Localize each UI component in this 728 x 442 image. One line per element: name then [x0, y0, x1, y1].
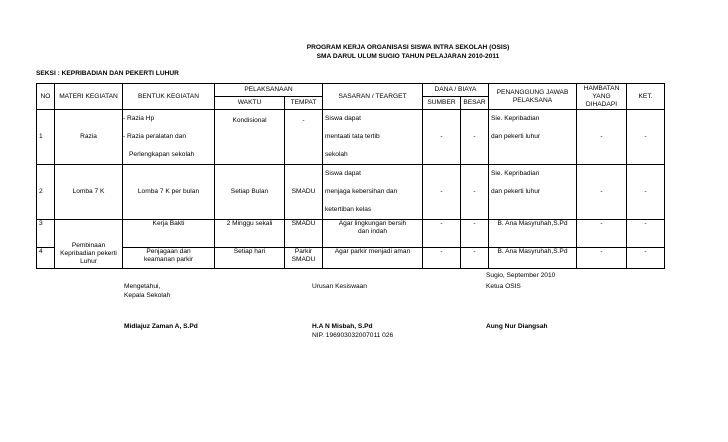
row-besar: - [461, 110, 489, 165]
place-date: Sugio, September 2010 [486, 272, 556, 279]
table-row [37, 165, 665, 220]
row-bentuk [123, 248, 215, 269]
row-besar: - [461, 248, 489, 269]
signer-right-name: Aung Nur Diangsah [486, 323, 548, 330]
signer-left-name: Midlajuz Zaman A, S.Pd [124, 323, 198, 330]
doc-title-line2: SMA DARUL ULUM SUGIO TAHUN PELAJARAN 2010-2011 [316, 53, 500, 60]
materi-line: Pembinaan [71, 242, 106, 249]
signer-left-role1: Mengetahui, [124, 283, 161, 290]
header-no: NO [37, 84, 55, 110]
header-pelaksanaan: PELAKSANAAN [215, 84, 323, 97]
sasaran-line: mentaati tata tertib [325, 133, 380, 140]
row-materi-merged [55, 220, 123, 269]
header-tempat: TEMPAT [285, 97, 323, 110]
row-waktu: 2 Minggu sekali [215, 220, 285, 248]
signer-mid-role: Urusan Kesiswaan [312, 283, 367, 290]
table-row [37, 248, 665, 269]
header-dana: DANA / BIAYA [423, 84, 489, 97]
header-waktu: WAKTU [215, 97, 285, 110]
row-materi: Lomba 7 K [55, 165, 123, 220]
signer-right-role: Ketua OSIS [486, 283, 521, 290]
signer-mid-name: H.A N Misbah, S.Pd [312, 323, 373, 330]
row-bentuk: Lomba 7 K per bulan [123, 165, 215, 220]
header-row-1 [37, 84, 665, 97]
row-tempat: SMADU [285, 165, 323, 220]
row-waktu: Kondisional [215, 110, 285, 165]
sasaran-line: ketertiban kelas [325, 206, 372, 213]
bentuk-line: keamanan parkir [143, 256, 194, 263]
tempat-line: SMADU [291, 256, 316, 263]
row-bentuk [123, 110, 215, 165]
row-penanggung-jawab [489, 165, 577, 220]
tempat-line: Parkir [294, 248, 313, 255]
bentuk-line: Penjagaan dan [146, 248, 191, 255]
row-besar: - [461, 165, 489, 220]
row-ket: - [627, 220, 665, 248]
row-sumber: - [423, 248, 461, 269]
row-hambatan: - [577, 165, 627, 220]
row-sumber: - [423, 220, 461, 248]
table-row [37, 110, 665, 165]
row-bentuk: Kerja Bakti [123, 220, 215, 248]
header-sumber: SUMBER [423, 97, 461, 110]
row-ket: - [627, 110, 665, 165]
section-label: SEKSI : KEPRIBADIAN DAN PEKERTI LUHUR [36, 70, 179, 77]
row-no: 1 [37, 110, 55, 165]
signer-mid-nip: NIP. 196903032007011 026 [312, 332, 394, 339]
row-sasaran [323, 165, 423, 220]
pj-line: dan pekerti luhur [491, 133, 541, 140]
sasaran-line: Siswa dapat [325, 115, 361, 122]
row-ket: - [627, 165, 665, 220]
header-materi: MATERI KEGIATAN [55, 84, 123, 110]
row-no: 2 [37, 165, 55, 220]
pj-line: dan pekerti luhur [491, 188, 541, 195]
row-penanggung-jawab [489, 110, 577, 165]
row-hambatan: - [577, 220, 627, 248]
row-ket: - [627, 248, 665, 269]
row-tempat: SMADU [285, 220, 323, 248]
row-sumber: - [423, 165, 461, 220]
doc-title-line1: PROGRAM KERJA ORGANISASI SISWA INTRA SEKOLAH (OSIS) [306, 44, 510, 51]
row-no: 3 [37, 220, 55, 248]
sasaran-line: sekolah [325, 151, 348, 158]
row-waktu: Setiap Bulan [215, 165, 285, 220]
row-penanggung-jawab: B. Ana Masyruhah,S.Pd [489, 248, 577, 269]
row-sasaran: Agar parkir menjadi aman [323, 248, 423, 269]
signer-left-role2: Kepala Sekolah [124, 292, 171, 299]
header-ket: KET. [627, 84, 665, 110]
bentuk-line: - Razia peralatan dan [123, 133, 187, 140]
materi-line: Luhur [80, 258, 97, 265]
pj-line: Sie. Kepribadian [491, 170, 540, 177]
pj-line: Sie. Kepribadian [491, 115, 540, 122]
program-table [36, 83, 665, 269]
header-penanggung-jawab: PENANGGUNG JAWAB PELAKSANA [489, 84, 577, 110]
header-bentuk: BENTUK KEGIATAN [123, 84, 215, 110]
bentuk-line: Perlengkapan sekolah [129, 151, 195, 158]
row-penanggung-jawab: B. Ana Masyruhah,S.Pd [489, 220, 577, 248]
header-hambatan: HAMBATAN YANG DIHADAPI [577, 84, 627, 110]
row-hambatan: - [577, 248, 627, 269]
row-sasaran [323, 110, 423, 165]
table-row [37, 220, 665, 248]
row-besar: - [461, 220, 489, 248]
sasaran-line: dan indah [358, 228, 387, 235]
row-waktu: Setiap hari [215, 248, 285, 269]
row-materi: Razia [55, 110, 123, 165]
header-sasaran: SASARAN / TEARGET [323, 84, 423, 110]
row-hambatan: - [577, 110, 627, 165]
sasaran-line: menjaga kebersihan dan [325, 188, 398, 195]
row-no: 4 [37, 248, 55, 269]
sasaran-line: Siswa dapat [325, 170, 361, 177]
row-tempat: - [285, 110, 323, 165]
bentuk-line: - Razia Hp [123, 115, 155, 122]
row-sasaran [323, 220, 423, 248]
materi-line: Kepribadian pekerti [60, 250, 117, 257]
row-sumber: - [423, 110, 461, 165]
sasaran-line: Agar lingkungan bersih [338, 220, 407, 227]
row-tempat [285, 248, 323, 269]
header-besar: BESAR [461, 97, 489, 110]
